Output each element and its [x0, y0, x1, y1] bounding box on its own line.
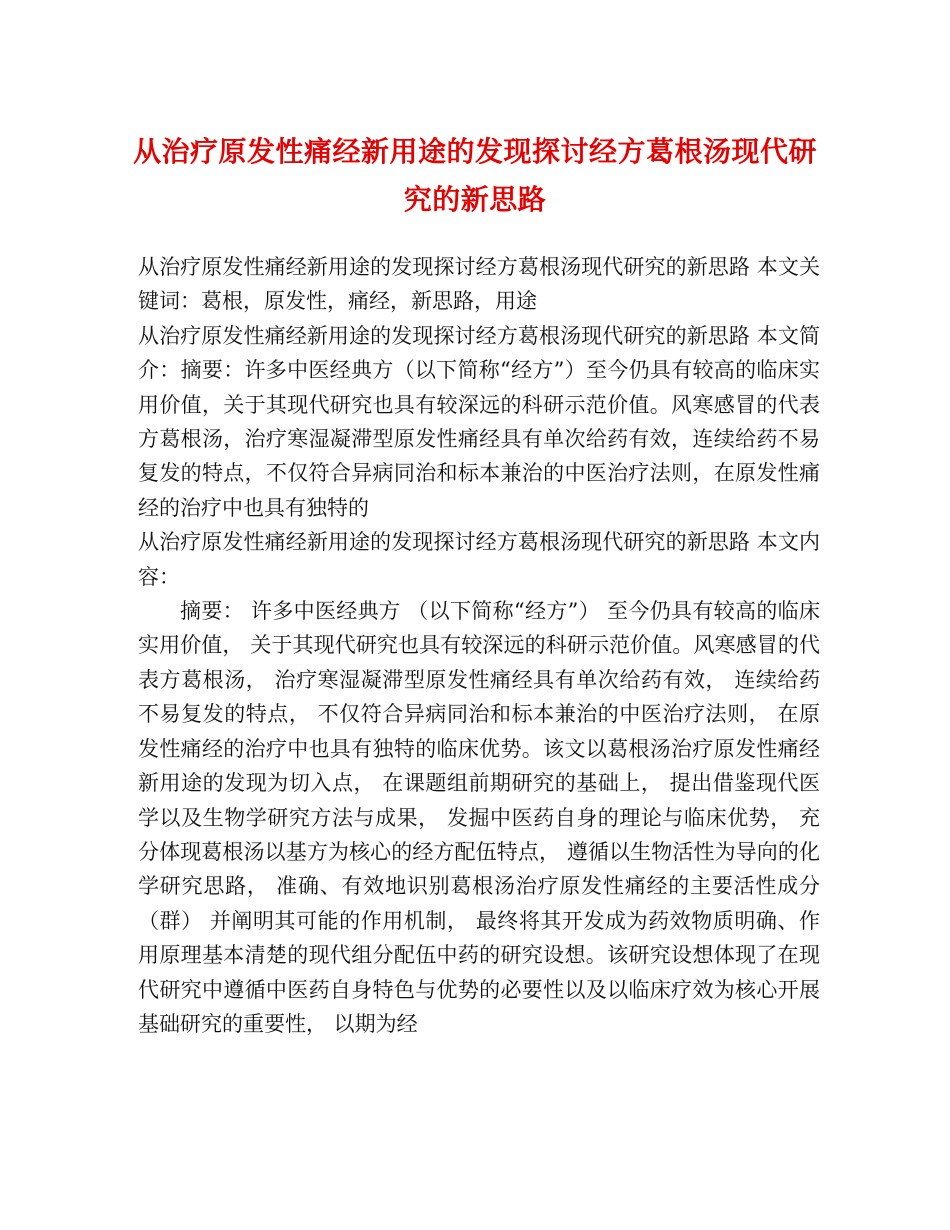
abstract-paragraph: 摘要： 许多中医经典方 （以下简称“经方”） 至今仍具有较高的临床实用价值， 关于其现代研究也具有较深远的科研示范价值。风寒感冒的代表方葛根汤， 治疗寒湿凝滞型原发性痛经具有单次给药有效， 连续给药不易复发的特点， 不仅符合异病同治和标本兼治的中医治疗法则， 在原发性痛经的治疗中也具有独特的临床优势。该文以葛根汤治疗原发性痛经新用途的发现为切入点， 在课题组前期研究的基础上， 提出借鉴现代医学以及生物学研究方法与成果， 发掘中医药自身的理论与临床优势， 充分体现葛根汤以基方为核心的经方配伍特点， 遵循以生物活性为导向的化学研究思路， 准确、有效地识别葛根汤治疗原发性痛经的主要活性成分 （群） 并阐明其可能的作用机制， 最终将其开发成为药效物质明确、作用原理基本清楚的现代组分配伍中药的研究设想。该研究设想体现了在现代研究中遵循中医药自身特色与优势的必要性以及以临床疗效为核心开展基础研究的重要性， 以期为经	[138, 599, 820, 1036]
keywords-paragraph: 从治疗原发性痛经新用途的发现探讨经方葛根汤现代研究的新思路 本文关键词：葛根，原发性，痛经，新思路，用途	[138, 255, 820, 314]
summary-paragraph: 从治疗原发性痛经新用途的发现探讨经方葛根汤现代研究的新思路 本文简介：摘要：许多中医经典方（以下简称“经方”）至今仍具有较高的临床实用价值，关于其现代研究也具有较深远的科研示范价值。风寒感冒的代表方葛根汤，治疗寒湿凝滞型原发性痛经具有单次给药有效，连续给药不易复发的特点，不仅符合异病同治和标本兼治的中医治疗法则，在原发性痛经的治疗中也具有独特的	[138, 323, 820, 520]
document-title: 从治疗原发性痛经新用途的发现探讨经方葛根汤现代研究的新思路	[132, 135, 817, 216]
content-heading: 从治疗原发性痛经新用途的发现探讨经方葛根汤现代研究的新思路 本文内容：	[138, 530, 820, 589]
document-body	[138, 250, 820, 1041]
